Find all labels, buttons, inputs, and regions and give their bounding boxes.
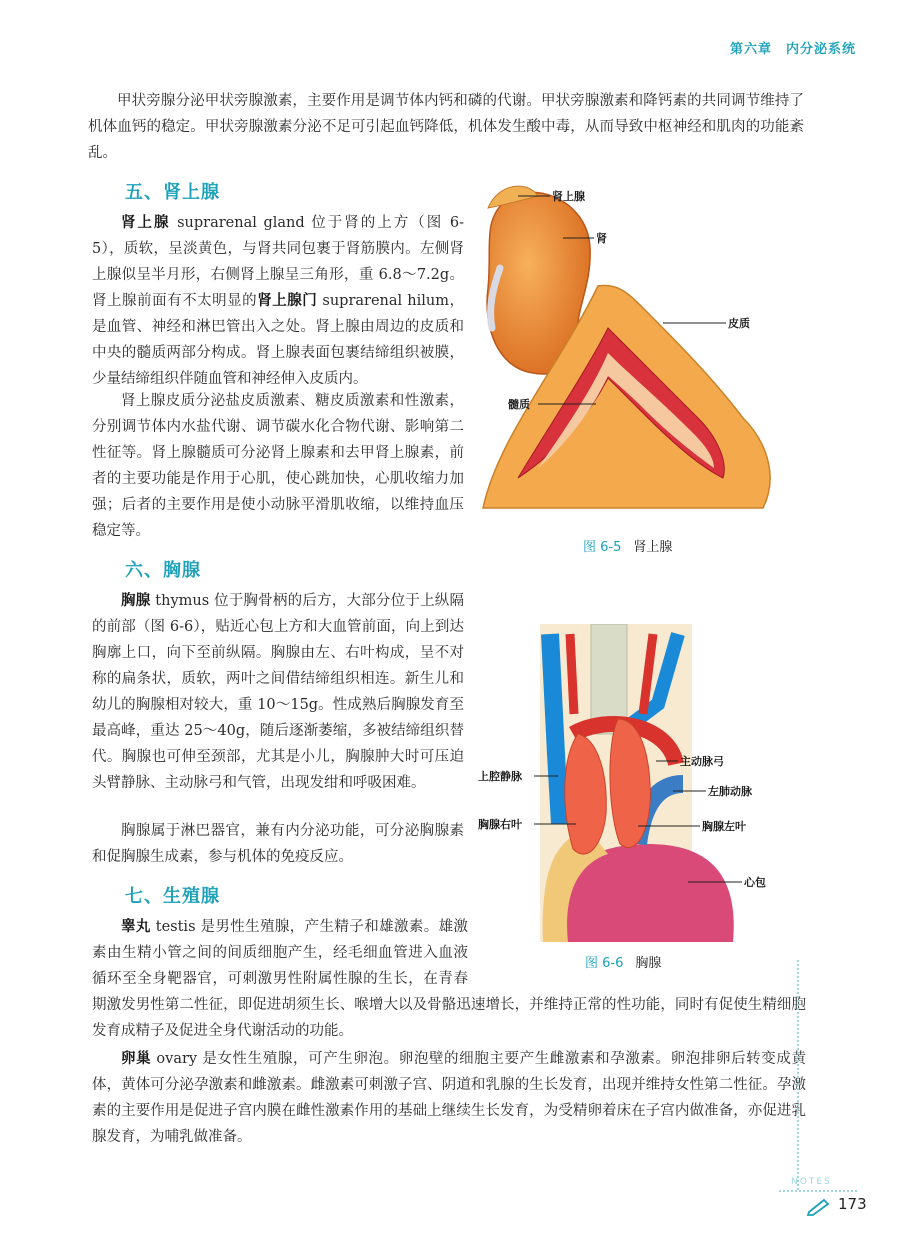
- gonad-p2-text: ovary 是女性生殖腺，可产生卵泡。卵泡壁的细胞主要产生雌激素和孕激素。卵泡排卵后转变成黄体，黄体可分泌孕激素和雌激素。雌激素可刺激子宫、阴道和乳腺的生长发育，出现并维持女性第二性征。孕激素的主要作用是促进子宫内膜在雌性激素作用的基础上继续生长发育，为受精卵着床在子宫内做准备，亦促进乳腺发育，为哺乳做准备。: [92, 1051, 807, 1145]
- gonad-paragraph-2: [92, 1046, 806, 1150]
- label-pericardium: 心包: [744, 876, 766, 889]
- pen-icon: [806, 1196, 832, 1216]
- adrenal-paragraph-2: 肾上腺皮质分泌盐皮质激素、糖皮质激素和性激素，分别调节体内水盐代谢、调节碳水化合物代谢、影响第二性征等。肾上腺髓质可分泌肾上腺素和去甲肾上腺素，前者的主要功能是作用于心肌，使心跳加快，心肌收缩力加强；后者的主要作用是使小动脉平滑肌收缩，以维持血压稳定等。: [92, 393, 464, 539]
- thymus-p1-text: thymus 位于胸骨柄的后方，大部分位于上纵隔的前部（图 6-6），贴近心包上方和大血管前面，向上到达胸廓上口，向下至前纵隔。胸腺由左、右叶构成，呈不对称的扁条状，质软，两叶之间借结缔组织相连。新生儿和幼儿的胸腺相对较大，重 10～15g。性成熟后胸腺发育至最高峰，重达 25～40g，随后逐渐萎缩，多被结缔组织替代。胸腺也可伸至颈部，尤其是小儿，胸腺肿大时可压迫头臂静脉、主动脉弓和气管，出现发绀和呼吸困难。: [92, 593, 465, 791]
- figure-6-5-title: 肾上腺: [633, 540, 673, 555]
- figure-6-6-number: 图 6-6: [585, 956, 624, 971]
- adrenal-illustration: [478, 178, 778, 528]
- notes-label: NOTES: [791, 1177, 832, 1187]
- term-ovary: 卵巢: [121, 1051, 152, 1067]
- label-aortic-arch: 主动脉弓: [680, 755, 724, 768]
- label-right-lobe: 胸腺右叶: [478, 818, 522, 831]
- term-thymus: 胸腺: [121, 593, 151, 609]
- figure-6-5-caption: [583, 536, 672, 555]
- thymus-paragraph-1: [92, 588, 464, 796]
- section-heading-thymus: 六、胸腺: [125, 560, 201, 581]
- intro-paragraph: 甲状旁腺分泌甲状旁腺激素，主要作用是调节体内钙和磷的代谢。甲状旁腺激素和降钙素的共同调节维持了机体血钙的稳定。甲状旁腺激素分泌不足可引起血钙降低，机体发生酸中毒，从而导致中枢神经和肌肉的功能紊乱。: [88, 93, 804, 161]
- gonad-p1-text: testis 是男性生殖腺，产生精子和雄激素。雄激素由生精小管之间的间质细胞产生，经毛细血管进入血液循环至全身靶器官，可刺激男性附属性腺的生长，在青春期激发男性第二性征，即促进胡须生长、喉增大以及骨骼迅速增长，并维持正常的性功能，同时有促使生精细胞发育成精子及促进全身代谢活动的功能。: [92, 919, 806, 1039]
- right-artery-shape: [570, 634, 574, 714]
- gonad-paragraph-1-wrap: [92, 914, 806, 1150]
- thymus-paragraph-2: 胸腺属于淋巴器官，兼有内分泌功能，可分泌胸腺素和促胸腺生成素，参与机体的免疫反应。: [92, 823, 464, 865]
- label-kidney: 肾: [596, 232, 607, 245]
- section-heading-gonad: 七、生殖腺: [125, 886, 220, 907]
- term-testis: 睾丸: [121, 919, 151, 935]
- term-adrenal: 肾上腺: [121, 215, 171, 231]
- term-adrenal-hilum: 肾上腺门: [257, 293, 318, 309]
- label-cortex: 皮质: [728, 317, 750, 330]
- figure-6-5-number: 图 6-5: [583, 540, 622, 555]
- figure-6-6-title: 胸腺: [635, 956, 662, 971]
- label-left-pulmonary-artery: 左肺动脉: [708, 785, 752, 798]
- chapter-header: 第六章 内分泌系统: [729, 42, 856, 57]
- adrenal-paragraph-1: [92, 210, 464, 392]
- notes-margin-line: [777, 960, 799, 1190]
- thymus-illustration: [478, 624, 778, 942]
- label-svc: 上腔静脉: [478, 770, 522, 783]
- section-heading-adrenal: 五、肾上腺: [125, 182, 220, 203]
- right-vein-shape: [550, 634, 560, 824]
- adrenal-p1-text-a: suprarenal gland 位于肾的上方（图 6-5），质软，呈淡黄色，与肾共同包裹于肾筋膜内。左侧肾上腺似呈半月形，右侧肾上腺呈三角形，重 6.8～7.2g。肾上腺前面有不太明显的: [92, 215, 464, 309]
- figure-6-6-caption: [585, 952, 661, 971]
- label-adrenal: 肾上腺: [552, 190, 585, 203]
- label-medulla: 髓质: [508, 398, 530, 411]
- notes-bottom-line: [779, 1190, 857, 1192]
- label-left-lobe: 胸腺左叶: [702, 820, 746, 833]
- figure-thymus: [478, 624, 778, 942]
- adrenal-p1-text-b: suprarenal hilum，是血管、神经和淋巴管出入之处。肾上腺由周边的皮质和中央的髓质两部分构成。肾上腺表面包裹结缔组织被膜，少量结缔组织伴随血管和神经伸入皮质内。: [92, 293, 465, 387]
- figure-adrenal: [478, 178, 778, 528]
- page-number: 173: [838, 1195, 867, 1213]
